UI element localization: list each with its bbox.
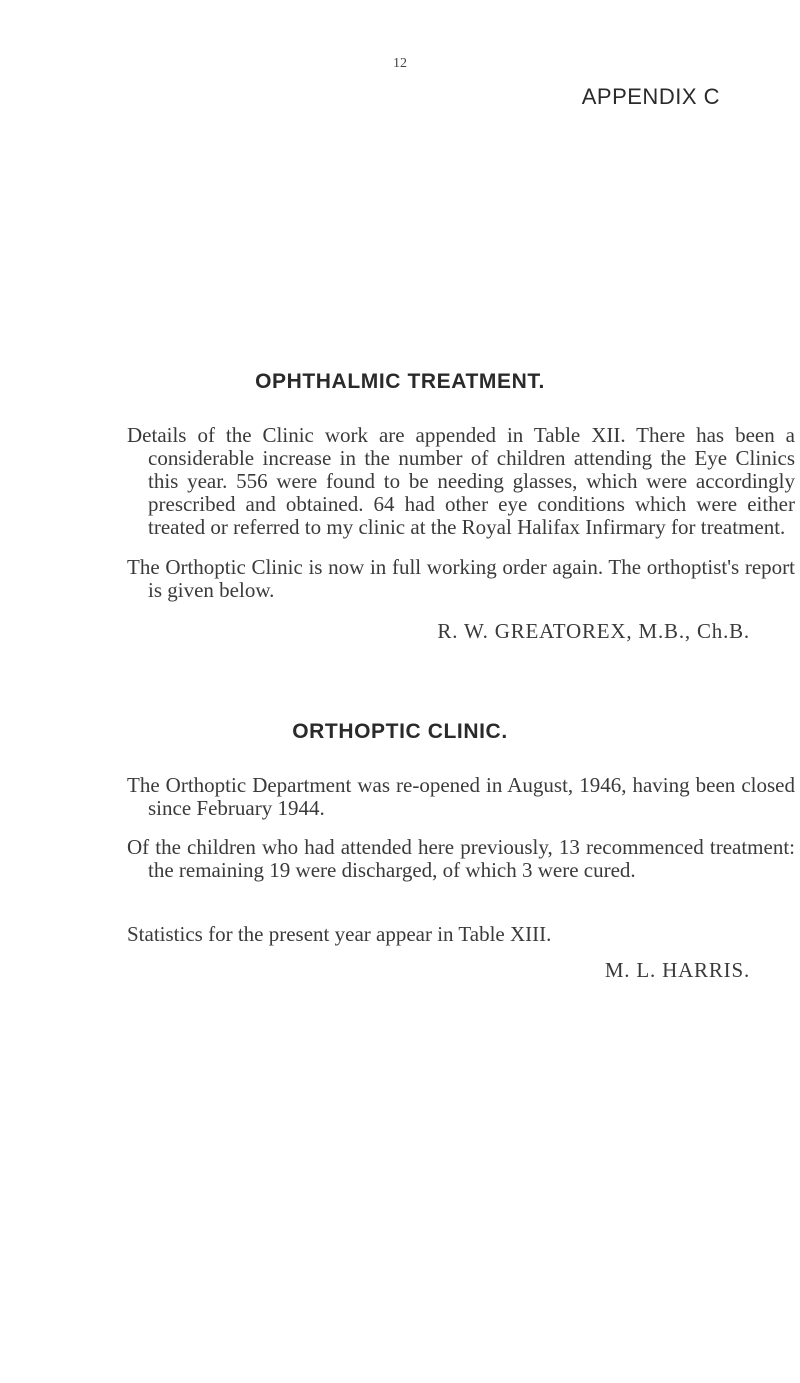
appendix-heading: APPENDIX C xyxy=(581,84,720,109)
orthoptic-paragraph-1: The Orthoptic Department was re-opened in August, 1946, having been closed since February 1944. xyxy=(127,773,795,820)
orthoptic-signature: M. L. HARRIS. xyxy=(604,958,750,982)
orthoptic-title: ORTHOPTIC CLINIC. xyxy=(292,720,508,743)
ophthalmic-paragraph-1: Details of the Clinic work are appended in Table XII. There has been a considerable increase in the number of children attending the Eye Clinics this year. 556 were found to be needing glasses, which were accordingly prescribed and obtained. 64 had other eye conditions which were either treated or referred to my clinic at the Royal Halifax Infirmary for treatment. xyxy=(127,423,795,539)
ophthalmic-signature: R. W. GREATOREX, M.B., Ch.B. xyxy=(437,619,750,643)
ophthalmic-paragraph-2: The Orthoptic Clinic is now in full working order again. The orthoptist's report is given below. xyxy=(127,555,795,602)
page-number: 12 xyxy=(393,56,407,71)
orthoptic-paragraph-3: Statistics for the present year appear in Table XIII. xyxy=(127,922,552,946)
orthoptic-paragraph-2: Of the children who had attended here previously, 13 recommenced treatment: the remaining 19 were discharged, of which 3 were cured. xyxy=(127,835,795,882)
ophthalmic-title: OPHTHALMIC TREATMENT. xyxy=(255,370,545,393)
